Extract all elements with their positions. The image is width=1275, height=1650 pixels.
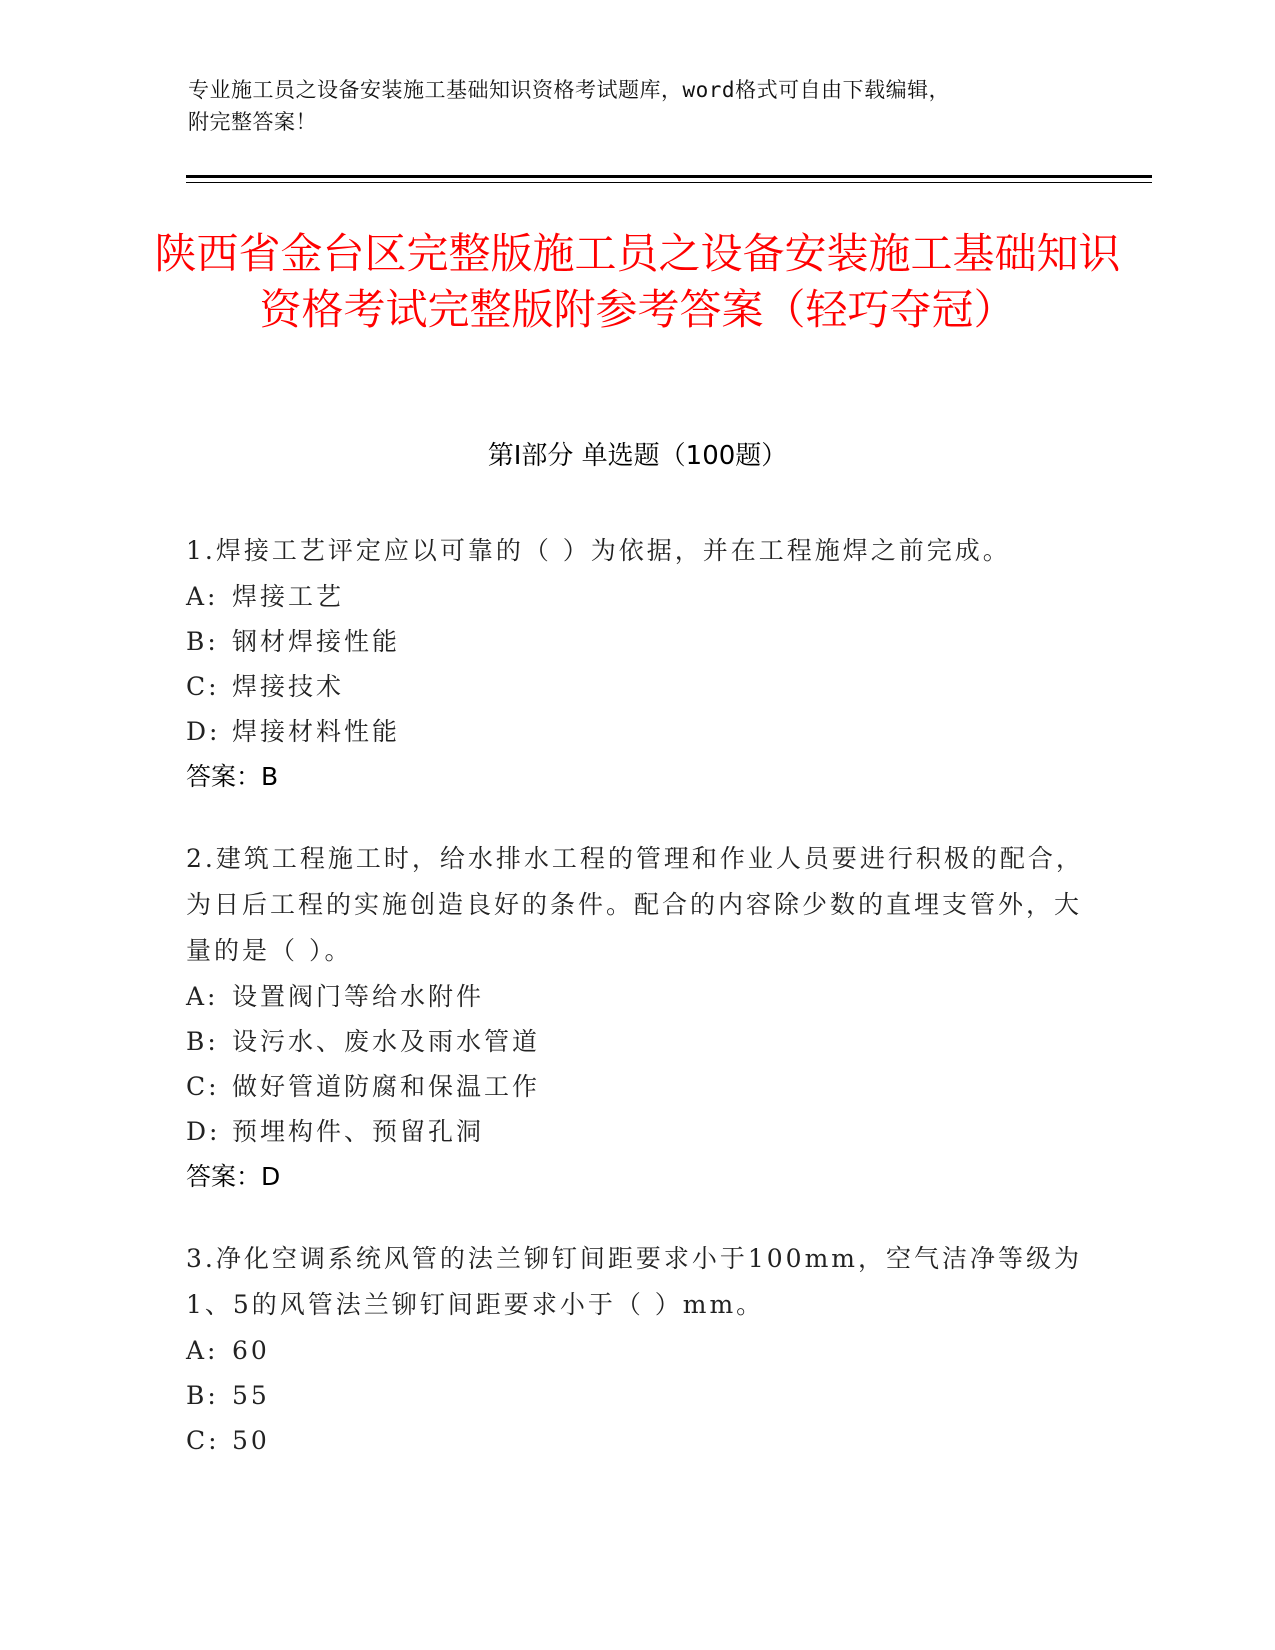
option-c <box>186 664 1086 709</box>
option-text: 预埋构件、预留孔洞 <box>232 1117 485 1146</box>
option-key: B: <box>186 1381 219 1410</box>
option-key: A: <box>186 982 219 1011</box>
option-text: 55 <box>232 1381 270 1410</box>
option-text: 钢材焊接性能 <box>232 627 401 656</box>
answer-line: 答案：D <box>186 1162 281 1191</box>
option-text: 设置阀门等给水附件 <box>232 982 485 1011</box>
question-stem: 3.净化空调系统风管的法兰铆钉间距要求小于100mm，空气洁净等级为1、5的风管法兰铆钉间距要求小于（ ）mm。 <box>186 1244 1082 1319</box>
header-note-line-1: 专业施工员之设备安装施工基础知识资格考试题库，word格式可自由下载编辑， <box>188 78 951 102</box>
option-b <box>186 1019 1086 1064</box>
question-stem: 2.建筑工程施工时，给水排水工程的管理和作业人员要进行积极的配合，为日后工程的实施创造良好的条件。配合的内容除少数的直埋支管外，大量的是（ ）。 <box>186 844 1084 965</box>
option-text: 焊接技术 <box>232 672 345 701</box>
header-note <box>188 74 1088 138</box>
option-text: 焊接材料性能 <box>232 717 401 746</box>
option-key: C: <box>186 1426 220 1455</box>
question-item <box>186 528 1086 800</box>
option-b <box>186 619 1086 664</box>
option-text: 焊接工艺 <box>232 582 345 611</box>
option-a <box>186 974 1086 1019</box>
section-title: 第Ⅰ部分 单选题（100题） <box>487 441 788 471</box>
option-d <box>186 709 1086 754</box>
question-item <box>186 1236 1086 1463</box>
option-text: 60 <box>232 1336 270 1365</box>
option-key: C: <box>186 672 220 701</box>
document-title: 陕西省金台区完整版施工员之设备安装施工基础知识资格考试完整版附参考答案（轻巧夺冠） <box>154 229 1121 334</box>
option-key: B: <box>186 1027 219 1056</box>
option-key: B: <box>186 627 219 656</box>
option-c <box>186 1418 1086 1463</box>
question-list <box>186 528 1086 1499</box>
option-key: D: <box>186 717 221 746</box>
header-divider-thick <box>186 175 1152 178</box>
option-b <box>186 1373 1086 1418</box>
header-note-line-2: 附完整答案！ <box>188 110 317 134</box>
option-c <box>186 1064 1086 1109</box>
option-text: 50 <box>232 1426 270 1455</box>
answer-line: 答案：B <box>186 762 279 791</box>
option-key: A: <box>186 1336 219 1365</box>
header-divider-thin <box>186 182 1152 183</box>
option-key: C: <box>186 1072 220 1101</box>
option-text: 设污水、废水及雨水管道 <box>232 1027 541 1056</box>
option-a <box>186 574 1086 619</box>
option-key: D: <box>186 1117 221 1146</box>
option-text: 做好管道防腐和保温工作 <box>232 1072 541 1101</box>
option-d <box>186 1109 1086 1154</box>
question-stem: 1.焊接工艺评定应以可靠的（ ）为依据，并在工程施焊之前完成。 <box>186 536 1011 565</box>
option-key: A: <box>186 582 219 611</box>
option-a <box>186 1328 1086 1373</box>
question-item <box>186 836 1086 1200</box>
